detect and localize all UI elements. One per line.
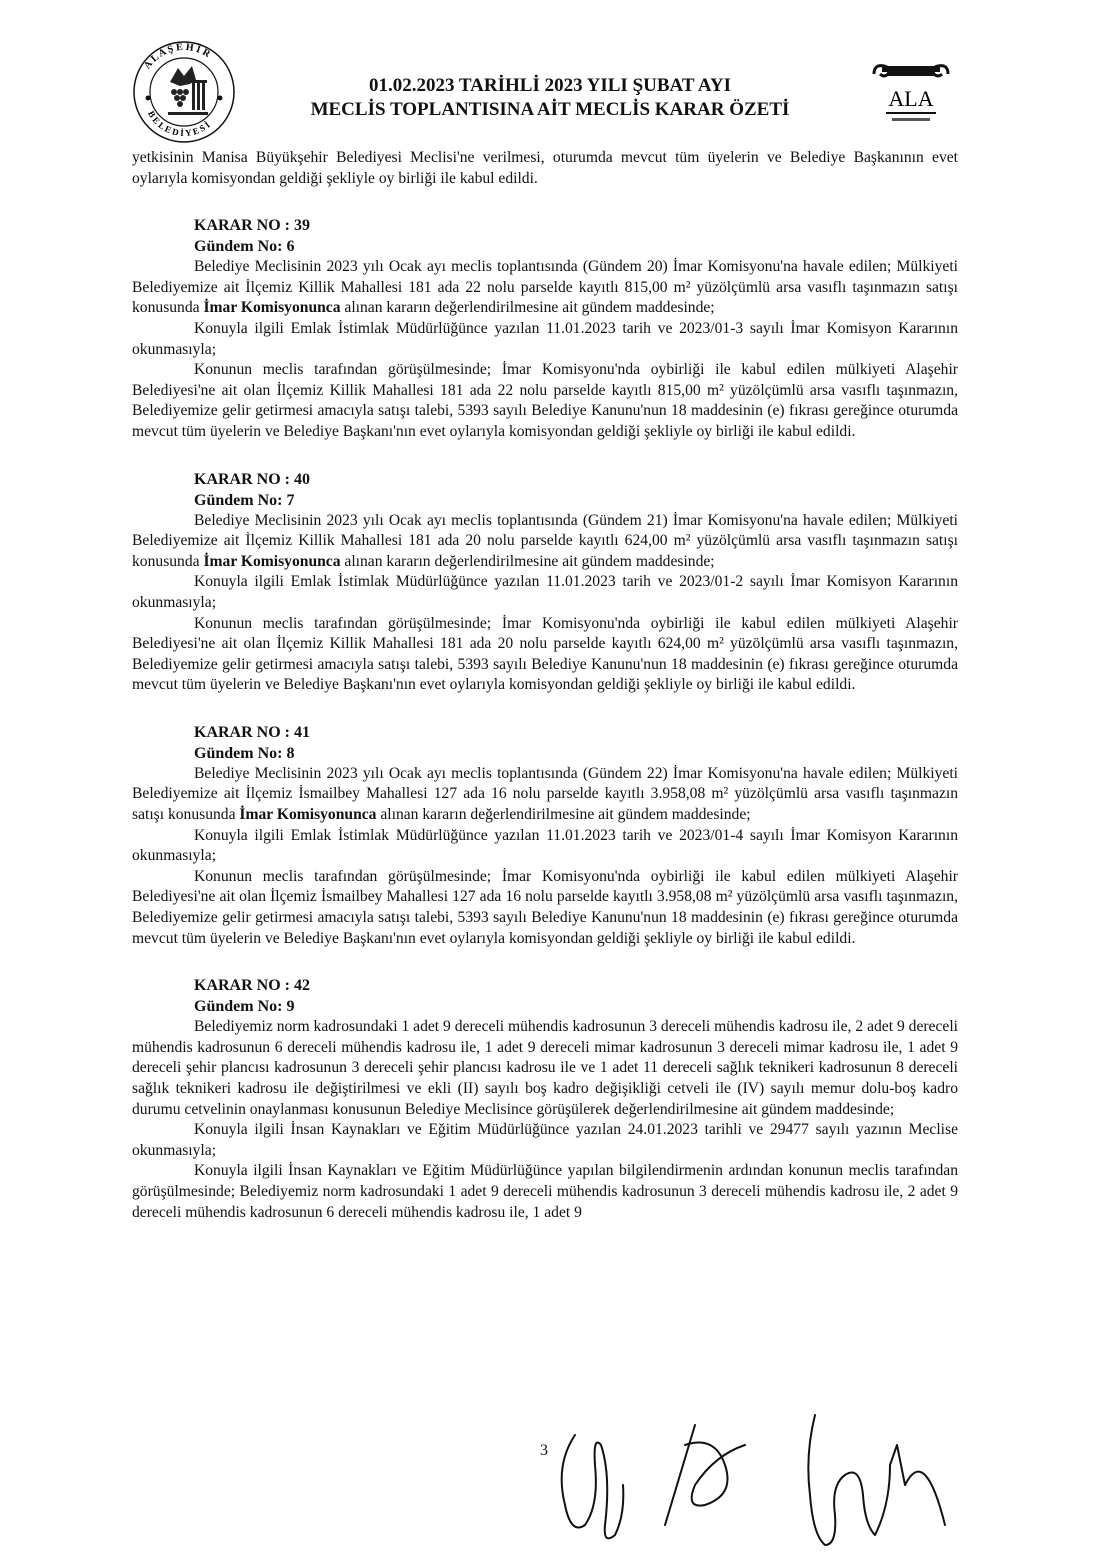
imar-komisyonu-bold: İmar Komisyonunca (203, 299, 341, 317)
page-number: 3 (540, 1442, 548, 1459)
svg-text:A L A Ş E H İ R: A L A Ş E H İ R (142, 41, 212, 72)
agenda-number: Gündem No: 7 (194, 491, 295, 509)
decision-paragraph-3: Konunun meclis tarafından görüşülmesinde; İmar Komisyonu'nda oybirliği ile kabul edilen mülkiyeti Alaşehir Belediyesi'ne ait olan İlçemiz İsmailbey Mahallesi 127 ada 16 nolu parselde kayıtlı 3.958,08 m² yüzölçümlü arsa vasıflı taşınmazın, Belediyemize gelir getirmesi amacıyla satışı talebi, 5393 sayılı Belediye Kanunu'nun 18 maddesinin (e) fıkrası gereğince oturumda mevcut tüm üyelerin ve Belediye Başkanı'nın evet oylarıyla komisyondan geldiği şekliyle oy birliği ile kabul edildi. (132, 867, 958, 947)
agenda-number: Gündem No: 8 (194, 744, 295, 762)
decision-40 (132, 469, 958, 696)
handwritten-signatures (545, 1405, 955, 1555)
decision-number: KARAR NO : 41 (194, 723, 310, 741)
agenda-number: Gündem No: 6 (194, 238, 295, 256)
imar-komisyonu-bold: İmar Komisyonunca (239, 806, 377, 824)
ala-column-logo (866, 60, 956, 130)
signature-3 (808, 1415, 945, 1545)
decision-paragraph-3: Konunun meclis tarafından görüşülmesinde; İmar Komisyonu'nda oybirliği ile kabul edilen mülkiyeti Alaşehir Belediyesi'ne ait olan İlçemiz Killik Mahallesi 181 ada 22 nolu parselde kayıtlı 815,00 m² yüzölçümlü arsa vasıflı taşınmazın, Belediyemize gelir getirmesi amacıyla satışı talebi, 5393 sayılı Belediye Kanunu'nun 18 maddesinin (e) fıkrası gereğince oturumda mevcut tüm üyelerin ve Belediye Başkanı'nın evet oylarıyla komisyondan geldiği şekliyle oy birliği ile kabul edildi. (132, 361, 958, 440)
decision-paragraph-3: Konuyla ilgili İnsan Kaynakları ve Eğitim Müdürlüğünce yapılan bilgilendirmenin ardından konunun meclis tarafından görüşülmesinde; Belediyemiz norm kadrosundaki 1 adet 9 dereceli mühendis kadrosunun 3 dereceli mühendis kadrosu ile, 2 adet 9 dereceli mühendis kadrosunun 6 dereceli mühendis kadrosu ile, 1 adet 9 (132, 1162, 958, 1221)
decision-39 (132, 215, 958, 442)
decision-42 (132, 975, 958, 1223)
decision-paragraph-2: Konuyla ilgili Emlak İstimlak Müdürlüğünce yazılan 11.01.2023 tarih ve 2023/01-4 sayılı İmar Komisyon Kararının okunmasıyla; (132, 826, 958, 865)
decision-paragraph-1: Belediye Meclisinin 2023 yılı Ocak ayı meclis toplantısında (Gündem 21) İmar Komisyonu'na havale edilen; Mülkiyeti Belediyemize ait İlçemiz Killik Mahallesi 181 ada 20 nolu parselde kayıtlı 624,00 m² yüzölçümlü arsa vasıflı taşınmazın satışı konusunda İmar Komisyonunca alınan kararın değerlendirilmesine ait gündem maddesinde; (132, 511, 958, 570)
decision-41 (132, 722, 958, 949)
decision-paragraph-2: Konuyla ilgili Emlak İstimlak Müdürlüğünce yazılan 11.01.2023 tarih ve 2023/01-3 sayılı İmar Komisyon Kararının okunmasıyla; (132, 319, 958, 358)
ala-logo-text: ALA (888, 86, 934, 111)
imar-komisyonu-bold: İmar Komisyonunca (203, 552, 341, 570)
decision-paragraph-2: Konuyla ilgili Emlak İstimlak Müdürlüğünce yazılan 11.01.2023 tarih ve 2023/01-2 sayılı İmar Komisyon Kararının okunmasıyla; (132, 573, 958, 611)
decision-number: KARAR NO : 42 (194, 977, 310, 995)
decision-number: KARAR NO : 40 (194, 470, 310, 488)
header-title-line-2: MECLİS TOPLANTISINA AİT MECLİS KARAR ÖZETİ (310, 99, 790, 120)
document-header (250, 74, 850, 122)
decision-paragraph-1: Belediye Meclisinin 2023 yılı Ocak ayı meclis toplantısında (Gündem 20) İmar Komisyonu'na havale edilen; Mülkiyeti Belediyemize ait İlçemiz Killik Mahallesi 181 ada 22 nolu parselde kayıtlı 815,00 m² yüzölçümlü arsa vasıflı taşınmazın satışı konusunda İmar Komisyonunca alınan kararın değerlendirilmesine ait gündem maddesinde; (132, 258, 958, 317)
document-body (132, 148, 958, 1223)
signature-2 (665, 1425, 745, 1525)
intro-paragraph: yetkisinin Manisa Büyükşehir Belediyesi Meclisi'ne verilmesi, oturumda mevcut tüm üyelerin ve Belediye Başkanının evet oylarıyla komisyondan geldiği şekliyle oy birliği ile kabul edildi. (132, 149, 958, 187)
decision-paragraph-1: Belediyemiz norm kadrosundaki 1 adet 9 dereceli mühendis kadrosunun 3 dereceli mühendis kadrosu ile, 2 adet 9 dereceli mühendis kadrosunun 6 dereceli mühendis kadrosu ile, 1 adet 9 dereceli mimar kadrosunun 3 dereceli mimar kadrosu ile, 1 adet 9 dereceli şehir plancısı kadrosunun 3 dereceli şehir plancısı kadrosu ile ve 1 adet 11 dereceli sağlık teknikeri kadrosunun 8 dereceli sağlık teknikeri kadrosu ile değiştirilmesi ve ekli (II) sayılı boş kadro değişikliği cetveli ile (IV) sayılı memur dolu-boş kadro durumu cetvelinin onaylanması konusunun Belediye Meclisince görüşülerek değerlendirilmesine ait gündem maddesinde; (132, 1018, 958, 1118)
decision-paragraph-2: Konuyla ilgili İnsan Kaynakları ve Eğitim Müdürlüğünce yazılan 24.01.2023 tarihli ve 29477 sayılı yazının Meclise okunmasıyla; (132, 1121, 958, 1159)
decision-paragraph-1: Belediye Meclisinin 2023 yılı Ocak ayı meclis toplantısında (Gündem 22) İmar Komisyonu'na havale edilen; Mülkiyeti Belediyemize ait İlçemiz İsmailbey Mahallesi 127 ada 16 nolu parselde kayıtlı 3.958,08 m² yüzölçümlü arsa vasıflı taşınmazın satışı konusunda İmar Komisyonunca alınan kararın değerlendirilmesine ait gündem maddesinde; (132, 764, 958, 824)
header-title-line-1: 01.02.2023 TARİHLİ 2023 YILI ŞUBAT AYI (369, 75, 731, 96)
decision-paragraph-3: Konunun meclis tarafından görüşülmesinde; İmar Komisyonu'nda oybirliği ile kabul edilen mülkiyeti Alaşehir Belediyesi'ne ait olan İlçemiz Killik Mahallesi 181 ada 20 nolu parselde kayıtlı 624,00 m² yüzölçümlü arsa vasıflı taşınmazın, Belediyemize gelir getirmesi amacıyla satışı talebi, 5393 sayılı Belediye Kanunu'nun 18 maddesinin (e) fıkrası gereğince oturumda mevcut tüm üyelerin ve Belediye Başkanı'nın evet oylarıyla komisyondan geldiği şekliyle oy birliği ile kabul edildi. (132, 614, 958, 694)
decision-number: KARAR NO : 39 (194, 217, 310, 235)
agenda-number: Gündem No: 9 (194, 998, 295, 1016)
alasehir-belediyesi-seal-logo (130, 38, 238, 146)
signature-1 (562, 1435, 624, 1538)
svg-text:B E L E D İ Y E S İ: B E L E D İ Y E S İ (145, 109, 212, 139)
